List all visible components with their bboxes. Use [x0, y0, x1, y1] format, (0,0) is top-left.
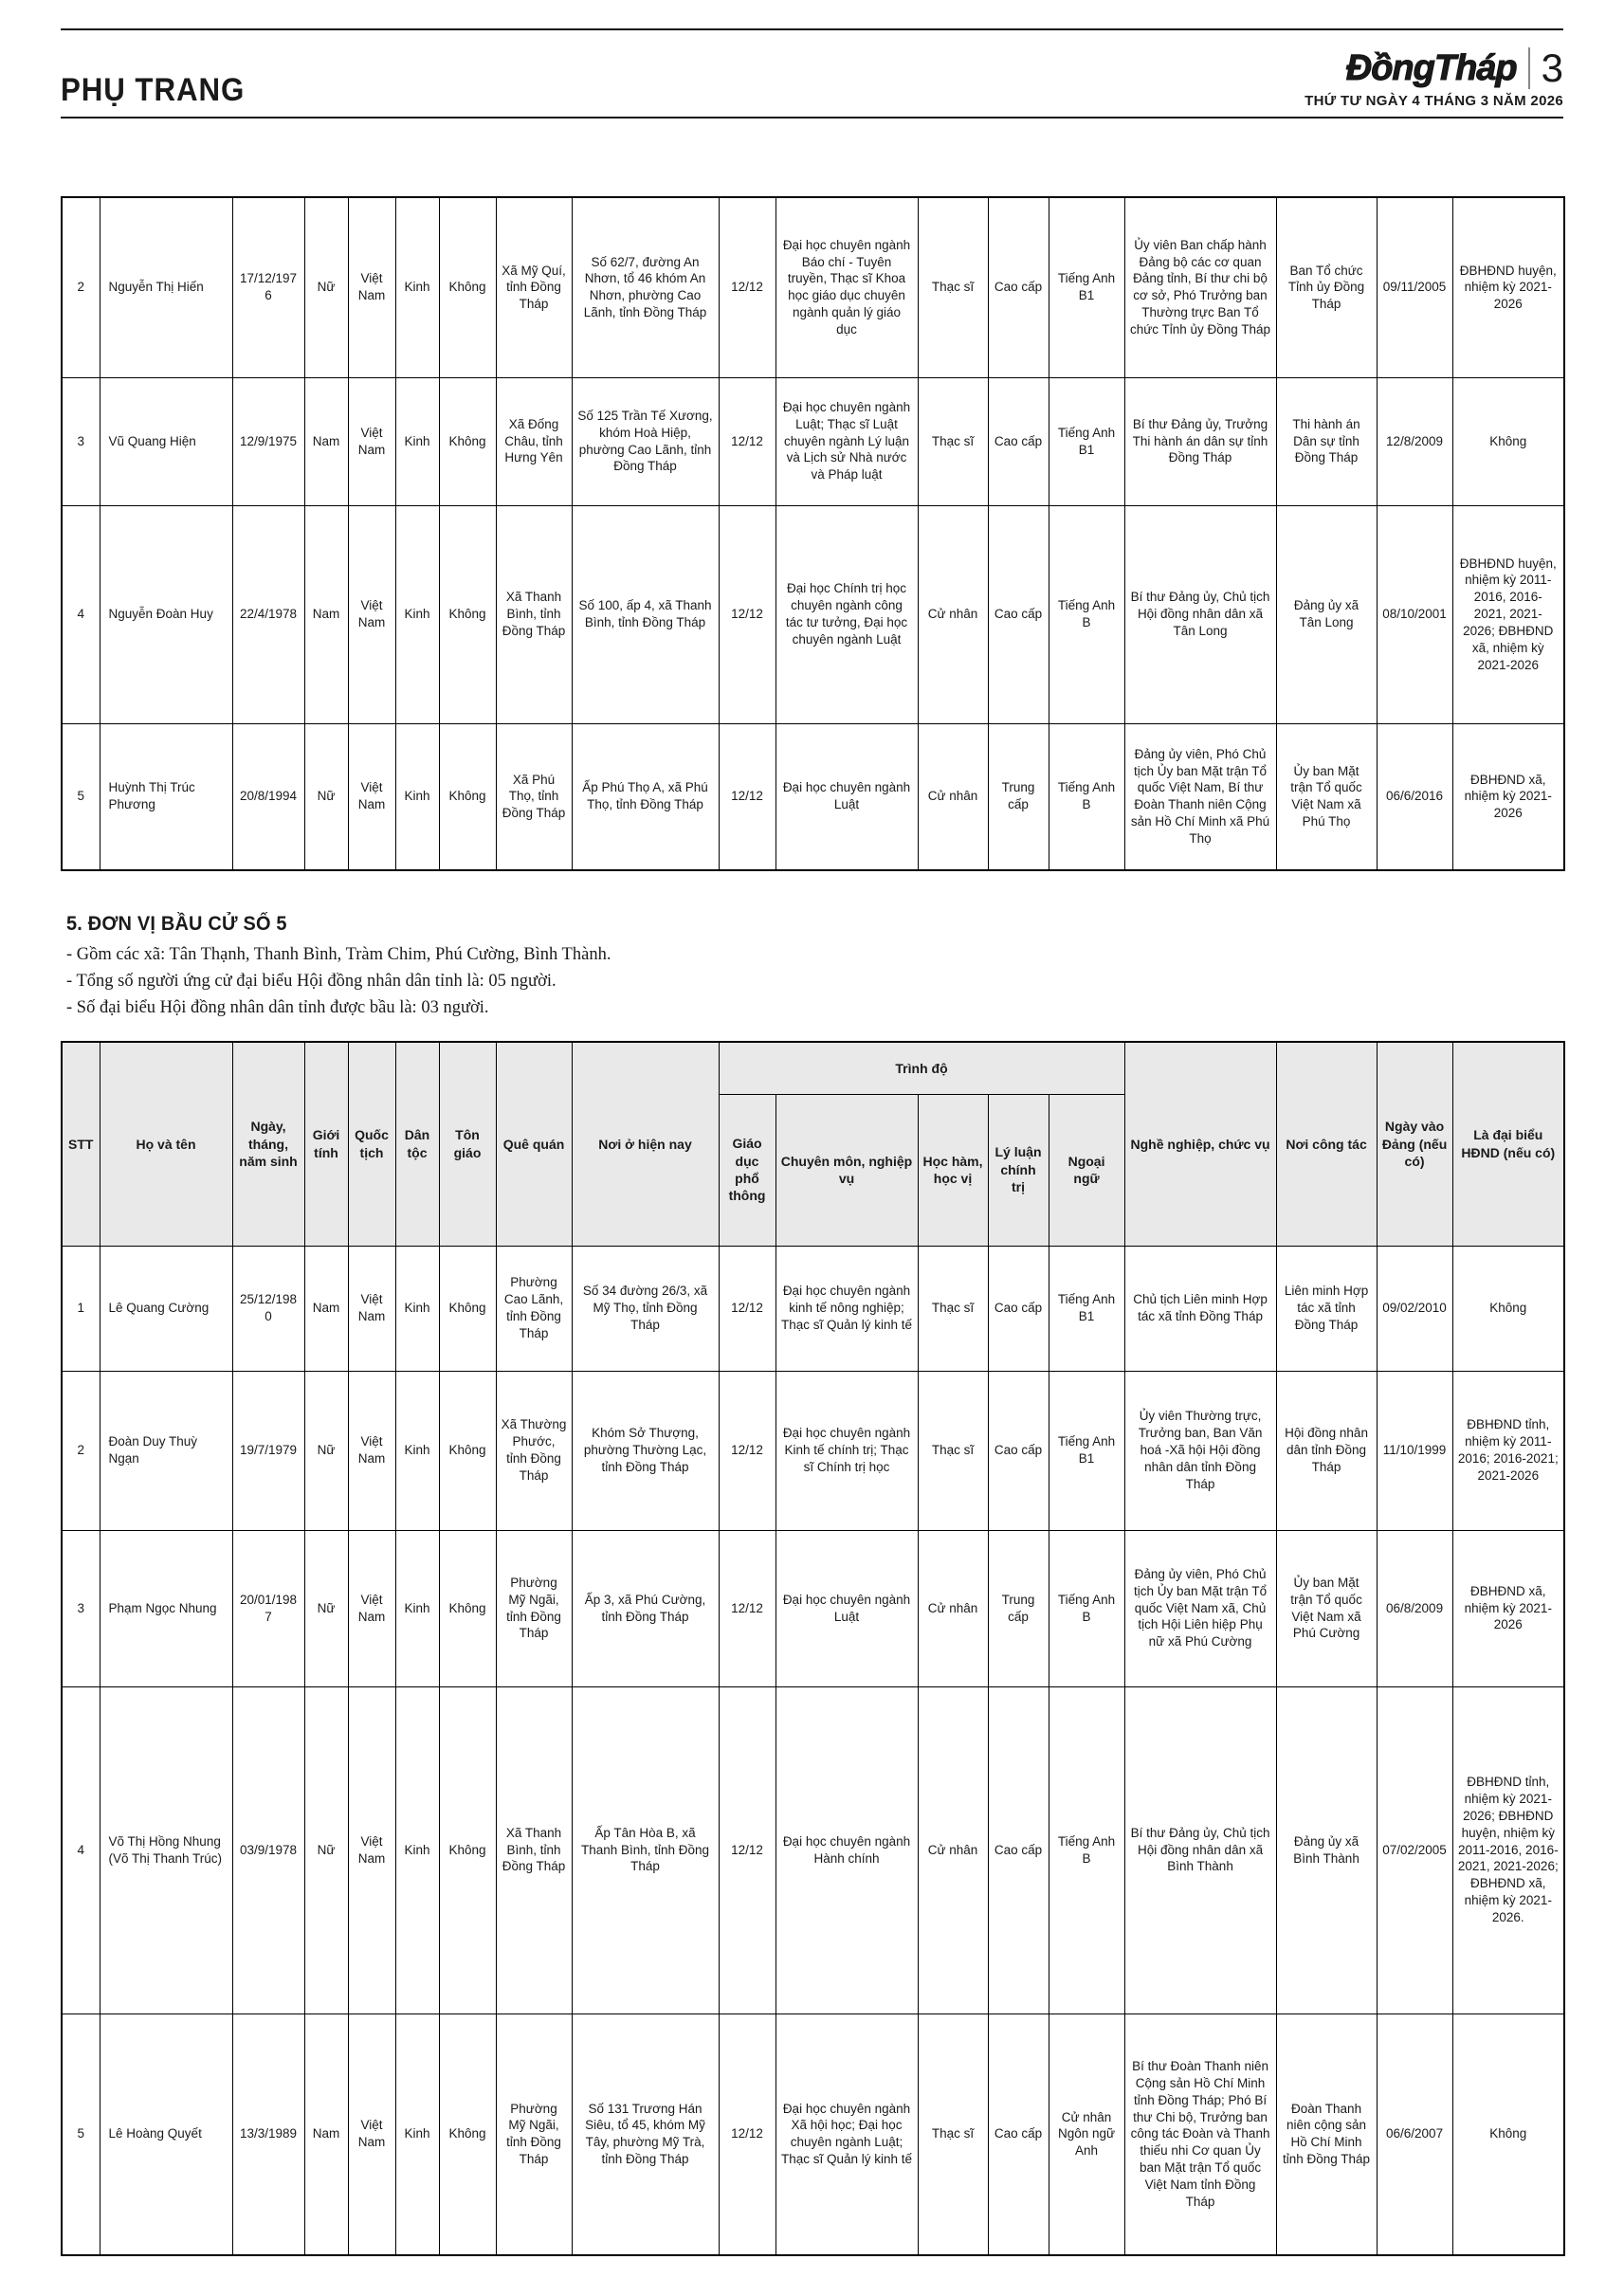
education-cell: 12/12: [719, 2014, 776, 2255]
gender-cell: Nam: [304, 377, 348, 505]
degree-cell: Cử nhân: [918, 723, 988, 870]
gender-cell: Nam: [304, 505, 348, 723]
dob-cell: 20/8/1994: [232, 723, 304, 870]
col-header-language: Ngoại ngữ: [1049, 1094, 1124, 1246]
politics-cell: Cao cấp: [988, 1246, 1049, 1371]
workplace-cell: Liên minh Hợp tác xã tỉnh Đồng Tháp: [1276, 1246, 1377, 1371]
table-row: [62, 197, 1564, 377]
page-number: 3: [1541, 46, 1563, 90]
name-cell: Phạm Ngọc Nhung: [100, 1530, 232, 1686]
name-cell: Lê Hoàng Quyết: [100, 2014, 232, 2255]
name-cell: Lê Quang Cường: [100, 1246, 232, 1371]
nationality-cell: Việt Nam: [348, 197, 395, 377]
gender-cell: Nam: [304, 1246, 348, 1371]
hometown-cell: Phường Cao Lãnh, tỉnh Đồng Tháp: [496, 1246, 572, 1371]
party_date-cell: 09/11/2005: [1377, 197, 1452, 377]
degree-cell: Thạc sĩ: [918, 197, 988, 377]
name-cell: Vũ Quang Hiện: [100, 377, 232, 505]
col-header-specialty: Chuyên môn, nghiệp vụ: [776, 1094, 918, 1246]
name-cell: Đoàn Duy Thuỳ Ngạn: [100, 1371, 232, 1530]
col-header-dob: Ngày, tháng, năm sinh: [232, 1042, 304, 1246]
delegate-cell: ĐBHĐND huyện, nhiệm kỳ 2021- 2026: [1452, 197, 1564, 377]
name-cell: Nguyễn Đoàn Huy: [100, 505, 232, 723]
unit5-section: [61, 913, 1563, 1018]
delegate-cell: ĐBHĐND tỉnh, nhiệm kỳ 2021-2026; ĐBHĐND huyện, nhiệm kỳ 2011-2016, 2016-2021, 2021-2026; ĐBHĐND xã, nhiệm kỳ 2021-2026.: [1452, 1686, 1564, 2014]
gender-cell: Nữ: [304, 1371, 348, 1530]
stt-cell: 2: [62, 197, 100, 377]
education-cell: 12/12: [719, 1246, 776, 1371]
ethnicity-cell: Kinh: [395, 723, 439, 870]
religion-cell: Không: [439, 377, 496, 505]
gender-cell: Nữ: [304, 723, 348, 870]
stt-cell: 4: [62, 505, 100, 723]
specialty-cell: Đại học chuyên ngành Luật: [776, 1530, 918, 1686]
residence-cell: Ấp Phú Thọ A, xã Phú Thọ, tỉnh Đồng Tháp: [572, 723, 719, 870]
language-cell: Tiếng Anh B1: [1049, 1246, 1124, 1371]
education-cell: 12/12: [719, 1371, 776, 1530]
workplace-cell: Ủy ban Mặt trận Tổ quốc Việt Nam xã Phú Cường: [1276, 1530, 1377, 1686]
specialty-cell: Đại học chuyên ngành Xã hội học; Đại học chuyên ngành Luật; Thạc sĩ Quản lý kinh tế: [776, 2014, 918, 2255]
nationality-cell: Việt Nam: [348, 1371, 395, 1530]
residence-cell: Số 34 đường 26/3, xã Mỹ Thọ, tỉnh Đồng Tháp: [572, 1246, 719, 1371]
residence-cell: Số 131 Trương Hán Siêu, tổ 45, khóm Mỹ Tây, phường Mỹ Trà, tỉnh Đồng Tháp: [572, 2014, 719, 2255]
party_date-cell: 12/8/2009: [1377, 377, 1452, 505]
stt-cell: 5: [62, 723, 100, 870]
gender-cell: Nữ: [304, 197, 348, 377]
ethnicity-cell: Kinh: [395, 197, 439, 377]
occupation-cell: Ủy viên Ban chấp hành Đảng bộ các cơ quan Đảng tỉnh, Bí thư chi bộ cơ sở, Phó Trưởng ban Thường trực Ban Tổ chức Tỉnh ủy Đồng Tháp: [1124, 197, 1276, 377]
name-cell: Nguyễn Thị Hiến: [100, 197, 232, 377]
name-cell: Huỳnh Thị Trúc Phương: [100, 723, 232, 870]
ethnicity-cell: Kinh: [395, 377, 439, 505]
ethnicity-cell: Kinh: [395, 2014, 439, 2255]
religion-cell: Không: [439, 1371, 496, 1530]
table-row: [62, 505, 1564, 723]
politics-cell: Cao cấp: [988, 197, 1049, 377]
occupation-cell: Bí thư Đảng ủy, Trưởng Thi hành án dân sự tỉnh Đồng Tháp: [1124, 377, 1276, 505]
stt-cell: 4: [62, 1686, 100, 2014]
nationality-cell: Việt Nam: [348, 1246, 395, 1371]
masthead: [61, 28, 1563, 118]
education-cell: 12/12: [719, 723, 776, 870]
delegate-cell: Không: [1452, 377, 1564, 505]
col-header-ethnicity: Dân tộc: [395, 1042, 439, 1246]
dob-cell: 03/9/1978: [232, 1686, 304, 2014]
unit5-bullet-candidate-count: - Tổng số người ứng cử đại biểu Hội đồng nhân dân tỉnh là: 05 người.: [66, 972, 557, 991]
dob-cell: 19/7/1979: [232, 1371, 304, 1530]
language-cell: Tiếng Anh B: [1049, 723, 1124, 870]
stt-cell: 2: [62, 1371, 100, 1530]
hometown-cell: Phường Mỹ Ngãi, tỉnh Đồng Tháp: [496, 2014, 572, 2255]
specialty-cell: Đại học chuyên ngành Báo chí - Tuyên truyền, Thạc sĩ Khoa học giáo dục chuyên ngành quản lý giáo dục: [776, 197, 918, 377]
party_date-cell: 06/6/2007: [1377, 2014, 1452, 2255]
col-header-stt: STT: [62, 1042, 100, 1246]
gender-cell: Nữ: [304, 1530, 348, 1686]
education-cell: 12/12: [719, 197, 776, 377]
politics-cell: Cao cấp: [988, 1371, 1049, 1530]
col-header-qualification-group: Trình độ: [719, 1042, 1124, 1094]
education-cell: 12/12: [719, 377, 776, 505]
residence-cell: Ấp Tân Hòa B, xã Thanh Bình, tỉnh Đồng Tháp: [572, 1686, 719, 2014]
table-row: [62, 1686, 1564, 2014]
party_date-cell: 06/6/2016: [1377, 723, 1452, 870]
dob-cell: 17/12/1976: [232, 197, 304, 377]
issue-date: THỨ TƯ NGÀY 4 THÁNG 3 NĂM 2026: [1305, 93, 1563, 109]
nationality-cell: Việt Nam: [348, 377, 395, 505]
occupation-cell: Bí thư Đảng ủy, Chủ tịch Hội đồng nhân dân xã Bình Thành: [1124, 1686, 1276, 2014]
col-header-degree: Học hàm, học vị: [918, 1094, 988, 1246]
party_date-cell: 11/10/1999: [1377, 1371, 1452, 1530]
masthead-bottom-rule: [61, 117, 1563, 118]
col-header-gender: Giới tính: [304, 1042, 348, 1246]
ethnicity-cell: Kinh: [395, 1530, 439, 1686]
degree-cell: Cử nhân: [918, 1686, 988, 2014]
delegate-cell: ĐBHĐND xã, nhiệm kỳ 2021-2026: [1452, 1530, 1564, 1686]
unit5-title: 5. ĐƠN VỊ BẦU CỬ SỐ 5: [66, 913, 287, 935]
language-cell: Tiếng Anh B1: [1049, 1371, 1124, 1530]
ethnicity-cell: Kinh: [395, 505, 439, 723]
residence-cell: Số 125 Trần Tế Xương, khóm Hoà Hiệp, phường Cao Lãnh, tỉnh Đồng Tháp: [572, 377, 719, 505]
religion-cell: Không: [439, 197, 496, 377]
hometown-cell: Xã Thường Phước, tỉnh Đồng Tháp: [496, 1371, 572, 1530]
nationality-cell: Việt Nam: [348, 1530, 395, 1686]
residence-cell: Số 62/7, đường An Nhơn, tổ 46 khóm An Nhơn, phường Cao Lãnh, tỉnh Đồng Tháp: [572, 197, 719, 377]
language-cell: Tiếng Anh B1: [1049, 197, 1124, 377]
workplace-cell: Ủy ban Mặt trận Tổ quốc Việt Nam xã Phú Thọ: [1276, 723, 1377, 870]
hometown-cell: Xã Thanh Bình, tỉnh Đồng Tháp: [496, 505, 572, 723]
nationality-cell: Việt Nam: [348, 723, 395, 870]
table-row: [62, 1530, 1564, 1686]
delegate-cell: Không: [1452, 2014, 1564, 2255]
degree-cell: Cử nhân: [918, 1530, 988, 1686]
table-row: [62, 377, 1564, 505]
unit5-bullets: [66, 945, 1563, 1018]
gender-cell: Nữ: [304, 1686, 348, 2014]
language-cell: Tiếng Anh B: [1049, 1530, 1124, 1686]
language-cell: Tiếng Anh B: [1049, 505, 1124, 723]
party_date-cell: 07/02/2005: [1377, 1686, 1452, 2014]
hometown-cell: Xã Đống Châu, tỉnh Hưng Yên: [496, 377, 572, 505]
occupation-cell: Đảng ủy viên, Phó Chủ tịch Ủy ban Mặt trận Tổ quốc Việt Nam, Bí thư Đoàn Thanh niên Cộng sản Hồ Chí Minh xã Phú Thọ: [1124, 723, 1276, 870]
politics-cell: Cao cấp: [988, 1686, 1049, 2014]
occupation-cell: Ủy viên Thường trực, Trưởng ban, Ban Văn hoá -Xã hội Hội đồng nhân dân tỉnh Đồng Tháp: [1124, 1371, 1276, 1530]
politics-cell: Trung cấp: [988, 723, 1049, 870]
party_date-cell: 08/10/2001: [1377, 505, 1452, 723]
party_date-cell: 06/8/2009: [1377, 1530, 1452, 1686]
religion-cell: Không: [439, 723, 496, 870]
col-header-hometown: Quê quán: [496, 1042, 572, 1246]
education-cell: 12/12: [719, 1686, 776, 2014]
table-row: [62, 1371, 1564, 1530]
nationality-cell: Việt Nam: [348, 2014, 395, 2255]
degree-cell: Cử nhân: [918, 505, 988, 723]
religion-cell: Không: [439, 1530, 496, 1686]
religion-cell: Không: [439, 1246, 496, 1371]
unit5-bullet-elected-count: - Số đại biểu Hội đồng nhân dân tỉnh được bầu là: 03 người.: [66, 998, 489, 1017]
residence-cell: Ấp 3, xã Phú Cường, tỉnh Đồng Tháp: [572, 1530, 719, 1686]
politics-cell: Cao cấp: [988, 2014, 1049, 2255]
occupation-cell: Bí thư Đảng ủy, Chủ tịch Hội đồng nhân dân xã Tân Long: [1124, 505, 1276, 723]
language-cell: Tiếng Anh B: [1049, 1686, 1124, 2014]
religion-cell: Không: [439, 1686, 496, 2014]
religion-cell: Không: [439, 505, 496, 723]
col-header-residence: Nơi ở hiện nay: [572, 1042, 719, 1246]
dob-cell: 22/4/1978: [232, 505, 304, 723]
table-row: [62, 1246, 1564, 1371]
delegate-cell: ĐBHĐND huyện, nhiệm kỳ 2011-2016, 2016- 2021, 2021- 2026; ĐBHĐND xã, nhiệm kỳ 2021-2026: [1452, 505, 1564, 723]
workplace-cell: Hội đồng nhân dân tỉnh Đồng Tháp: [1276, 1371, 1377, 1530]
specialty-cell: Đại học chuyên ngành Luật; Thạc sĩ Luật chuyên ngành Lý luận và Lịch sử Nhà nước và Pháp luật: [776, 377, 918, 505]
unit5-table-header: [62, 1042, 1564, 1246]
dob-cell: 12/9/1975: [232, 377, 304, 505]
religion-cell: Không: [439, 2014, 496, 2255]
col-header-name: Họ và tên: [100, 1042, 232, 1246]
education-cell: 12/12: [719, 505, 776, 723]
specialty-cell: Đại học chuyên ngành Hành chính: [776, 1686, 918, 2014]
dob-cell: 25/12/1980: [232, 1246, 304, 1371]
stt-cell: 1: [62, 1246, 100, 1371]
dob-cell: 13/3/1989: [232, 2014, 304, 2255]
unit5-table-body: [62, 1246, 1564, 2255]
unit5-candidates-table: [61, 1041, 1565, 2256]
col-header-religion: Tôn giáo: [439, 1042, 496, 1246]
degree-cell: Thạc sĩ: [918, 1371, 988, 1530]
col-header-nationality: Quốc tịch: [348, 1042, 395, 1246]
party_date-cell: 09/02/2010: [1377, 1246, 1452, 1371]
specialty-cell: Đại học Chính trị học chuyên ngành công tác tư tưởng, Đại học chuyên ngành Luật: [776, 505, 918, 723]
workplace-cell: Đoàn Thanh niên cộng sản Hồ Chí Minh tỉnh Đồng Tháp: [1276, 2014, 1377, 2255]
workplace-cell: Đảng ủy xã Bình Thành: [1276, 1686, 1377, 2014]
politics-cell: Trung cấp: [988, 1530, 1049, 1686]
name-cell: Võ Thị Hồng Nhung (Võ Thị Thanh Trúc): [100, 1686, 232, 2014]
hometown-cell: Xã Phú Thọ, tỉnh Đồng Tháp: [496, 723, 572, 870]
table-row: [62, 723, 1564, 870]
col-header-party-date: Ngày vào Đảng (nếu có): [1377, 1042, 1452, 1246]
ethnicity-cell: Kinh: [395, 1246, 439, 1371]
specialty-cell: Đại học chuyên ngành Luật: [776, 723, 918, 870]
language-cell: Tiếng Anh B1: [1049, 377, 1124, 505]
brand-divider: [1528, 47, 1530, 89]
col-header-education: Giáo dục phổ thông: [719, 1094, 776, 1246]
col-header-occupation: Nghề nghiệp, chức vụ: [1124, 1042, 1276, 1246]
occupation-cell: Đảng ủy viên, Phó Chủ tịch Ủy ban Mặt trận Tổ quốc Việt Nam xã, Chủ tịch Hội Liên hiệp Phụ nữ xã Phú Cường: [1124, 1530, 1276, 1686]
workplace-cell: Đảng ủy xã Tân Long: [1276, 505, 1377, 723]
candidates-table-continued-body: [62, 197, 1564, 870]
table-row: [62, 2014, 1564, 2255]
ethnicity-cell: Kinh: [395, 1371, 439, 1530]
unit5-bullet-communes: - Gồm các xã: Tân Thạnh, Thanh Bình, Tràm Chim, Phú Cường, Bình Thành.: [66, 945, 611, 964]
degree-cell: Thạc sĩ: [918, 1246, 988, 1371]
stt-cell: 5: [62, 2014, 100, 2255]
hometown-cell: Xã Thanh Bình, tỉnh Đồng Tháp: [496, 1686, 572, 2014]
occupation-cell: Chủ tịch Liên minh Hợp tác xã tỉnh Đồng Tháp: [1124, 1246, 1276, 1371]
workplace-cell: Thi hành án Dân sự tỉnh Đồng Tháp: [1276, 377, 1377, 505]
stt-cell: 3: [62, 377, 100, 505]
delegate-cell: ĐBHĐND xã, nhiệm kỳ 2021-2026: [1452, 723, 1564, 870]
candidates-table-continued: [61, 196, 1565, 871]
stt-cell: 3: [62, 1530, 100, 1686]
language-cell: Cử nhân Ngôn ngữ Anh: [1049, 2014, 1124, 2255]
dob-cell: 20/01/1987: [232, 1530, 304, 1686]
education-cell: 12/12: [719, 1530, 776, 1686]
col-header-workplace: Nơi công tác: [1276, 1042, 1377, 1246]
nationality-cell: Việt Nam: [348, 1686, 395, 2014]
brand-block: [1305, 46, 1563, 109]
page-section-title: PHỤ TRANG: [61, 72, 246, 108]
politics-cell: Cao cấp: [988, 505, 1049, 723]
occupation-cell: Bí thư Đoàn Thanh niên Cộng sản Hồ Chí Minh tỉnh Đồng Tháp; Phó Bí thư Chi bộ, Trưởng ban công tác Đoàn và Thanh thiếu nhi Cơ quan Ủy ban Mặt trận Tổ quốc Việt Nam tỉnh Đồng Tháp: [1124, 2014, 1276, 2255]
newspaper-logo: ĐồngTháp: [1345, 47, 1517, 88]
ethnicity-cell: Kinh: [395, 1686, 439, 2014]
workplace-cell: Ban Tổ chức Tỉnh ủy Đồng Tháp: [1276, 197, 1377, 377]
delegate-cell: ĐBHĐND tỉnh, nhiệm kỳ 2011-2016; 2016-2021; 2021-2026: [1452, 1371, 1564, 1530]
col-header-delegate: Là đại biểu HĐND (nếu có): [1452, 1042, 1564, 1246]
nationality-cell: Việt Nam: [348, 505, 395, 723]
delegate-cell: Không: [1452, 1246, 1564, 1371]
residence-cell: Khóm Sở Thượng, phường Thường Lạc, tỉnh Đồng Tháp: [572, 1371, 719, 1530]
degree-cell: Thạc sĩ: [918, 377, 988, 505]
hometown-cell: Xã Mỹ Quí, tỉnh Đồng Tháp: [496, 197, 572, 377]
col-header-politics: Lý luận chính trị: [988, 1094, 1049, 1246]
gender-cell: Nam: [304, 2014, 348, 2255]
degree-cell: Thạc sĩ: [918, 2014, 988, 2255]
residence-cell: Số 100, ấp 4, xã Thanh Bình, tỉnh Đồng Tháp: [572, 505, 719, 723]
politics-cell: Cao cấp: [988, 377, 1049, 505]
hometown-cell: Phường Mỹ Ngãi, tỉnh Đồng Tháp: [496, 1530, 572, 1686]
specialty-cell: Đại học chuyên ngành Kinh tế chính trị; Thạc sĩ Chính trị học: [776, 1371, 918, 1530]
specialty-cell: Đại học chuyên ngành kinh tế nông nghiệp; Thạc sĩ Quản lý kinh tế: [776, 1246, 918, 1371]
